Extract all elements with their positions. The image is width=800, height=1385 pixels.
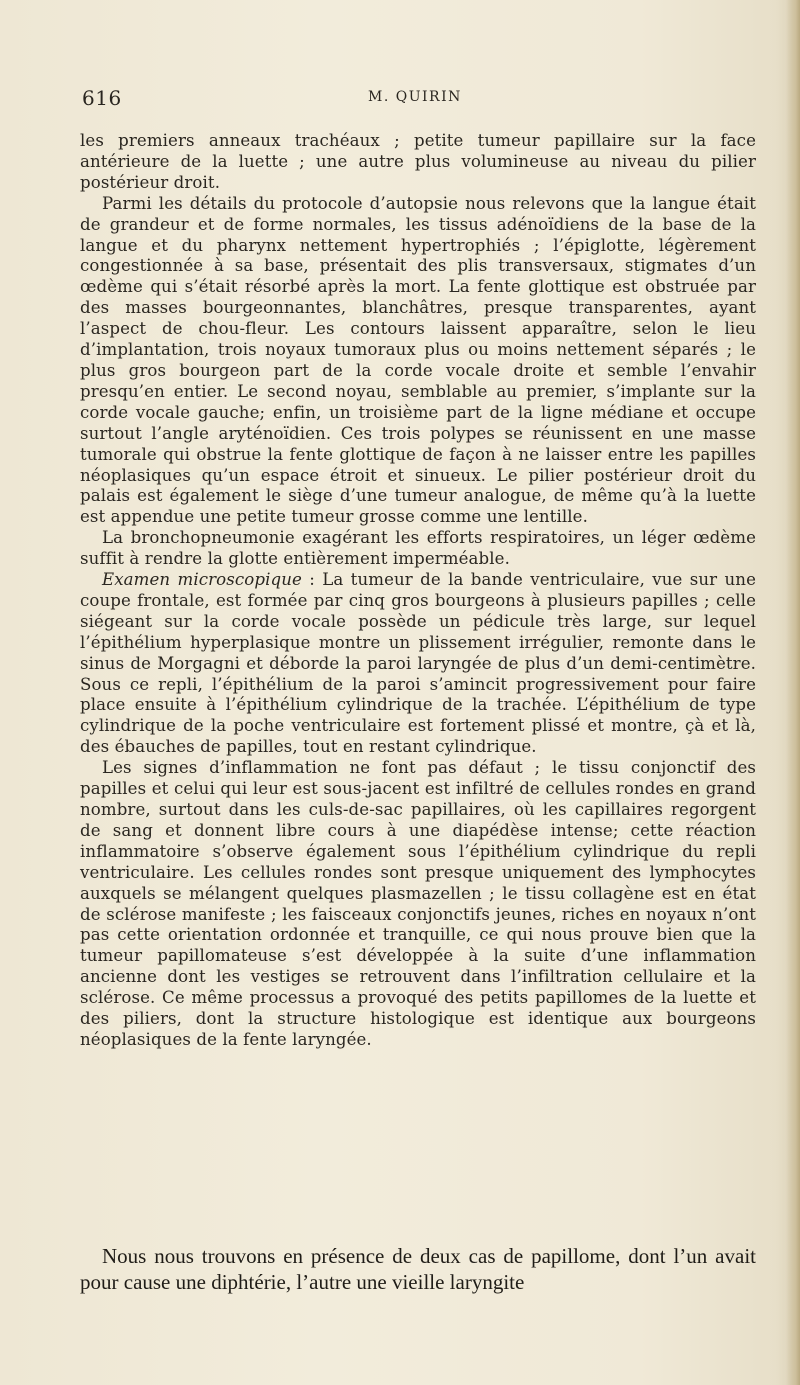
page-header xyxy=(82,86,762,110)
paragraph-continuation: les premiers anneaux trachéaux ; petite tumeur papillaire sur la face antérieure de la luette ; une autre plus volumineuse au niveau du pilier postérieur droit. xyxy=(80,131,756,192)
paragraph-inflammation: Les signes d’inflammation ne font pas défaut ; le tissu conjonctif des papilles et celui qui leur est sous-jacent est infiltré de cellules rondes en grand nombre, surtout dans les culs-de-sac papillaires, où les capillaires regorgent de sang et donnent libre cours à une diapédèse intense; cette réaction inflammatoire s’observe également sous l’épithélium cylindrique du repli ventriculaire. Les cellules rondes sont presque uniquement des lymphocytes auxquels se mélangent quelques plasmazellen ; le tissu collagène est en état de sclérose manifeste ; les faisceaux conjonctifs jeunes, riches en noyaux n’ont pas cette orientation ordonnée et tranquille, ce qui nous prouve bien que la tumeur papillomateuse s’est développée à la suite d’une inflammation ancienne dont les vestiges se retrouvent dans l’infiltration cellulaire et la sclérose. Ce même processus a provoqué des petits papillomes de la luette et des piliers, dont la structure histologique est identique aux bourgeons néoplasiques de la fente laryngée. xyxy=(80,758,756,1049)
body-text xyxy=(80,131,756,1051)
paragraph-conclusion: Nous nous trouvons en présence de deux cas de papillome, dont l’un avait pour cause une diphtérie, l’autre une vieille laryngite xyxy=(80,1244,756,1294)
running-head: M. QUIRIN xyxy=(368,89,462,105)
paragraph-bronchopneumonia: La bronchopneumonie exagérant les efforts respiratoires, un léger œdème suffit à rendre la glotte entièrement imperméable. xyxy=(80,528,756,569)
next-section-text xyxy=(80,1243,756,1295)
paragraph-microscopic-exam xyxy=(80,570,756,758)
paragraph-microscopic-text: : La tumeur de la bande ventriculaire, vue sur une coupe frontale, est formée par cinq gros bourgeons à plusieurs papilles ; celle siégeant sur la corde vocale possède un pédicule très large, sur lequel l’épithélium hyperplasique montre un plissement irrégulier, remonte dans le sinus de Morgagni et déborde la paroi laryngée de plus d’un demi-centimètre. Sous ce repli, l’épithélium de la paroi s’amincit progressivement pour faire place ensuite à l’épithélium cylindrique de la trachée. L’épithélium de type cylindrique de la poche ventriculaire est fortement plissé et montre, çà et là, des ébauches de papilles, tout en restant cylindrique. xyxy=(80,570,756,757)
page-number: 616 xyxy=(82,86,122,110)
paragraph-autopsy: Parmi les détails du protocole d’autopsie nous relevons que la langue était de grandeur et de forme normales, les tissus adénoïdiens de la base de la langue et du pharynx nettement hypertrophiés ; l’épiglotte, légèrement congestionnée à sa base, présentait des plis transversaux, stigmates d’un œdème qui s’était résorbé après la mort. La fente glottique est obstruée par des masses bourgeonnantes, blanchâtres, presque transparentes, ayant l’aspect de chou-fleur. Les contours laissent apparaître, selon le lieu d’implantation, trois noyaux tumoraux plus ou moins nettement séparés ; le plus gros bourgeon part de la corde vocale droite et semble l’envahir presqu’en entier. Le second noyau, semblable au premier, s’implante sur la corde vocale gauche; enfin, un troisième part de la ligne médiane et occupe surtout l’angle aryténoïdien. Ces trois polypes se réunissent en une masse tumorale qui obstrue la fente glottique de façon à ne laisser entre les papilles néoplasiques qu’un espace étroit et sinueux. Le pilier postérieur droit du palais est également le siège d’une tumeur analogue, de même qu’à la luette est appendue une petite tumeur grosse comme une lentille. xyxy=(80,193,756,527)
page-edge-shadow xyxy=(786,0,800,1385)
paragraph-lead-italic: Examen microscopique xyxy=(102,570,302,590)
